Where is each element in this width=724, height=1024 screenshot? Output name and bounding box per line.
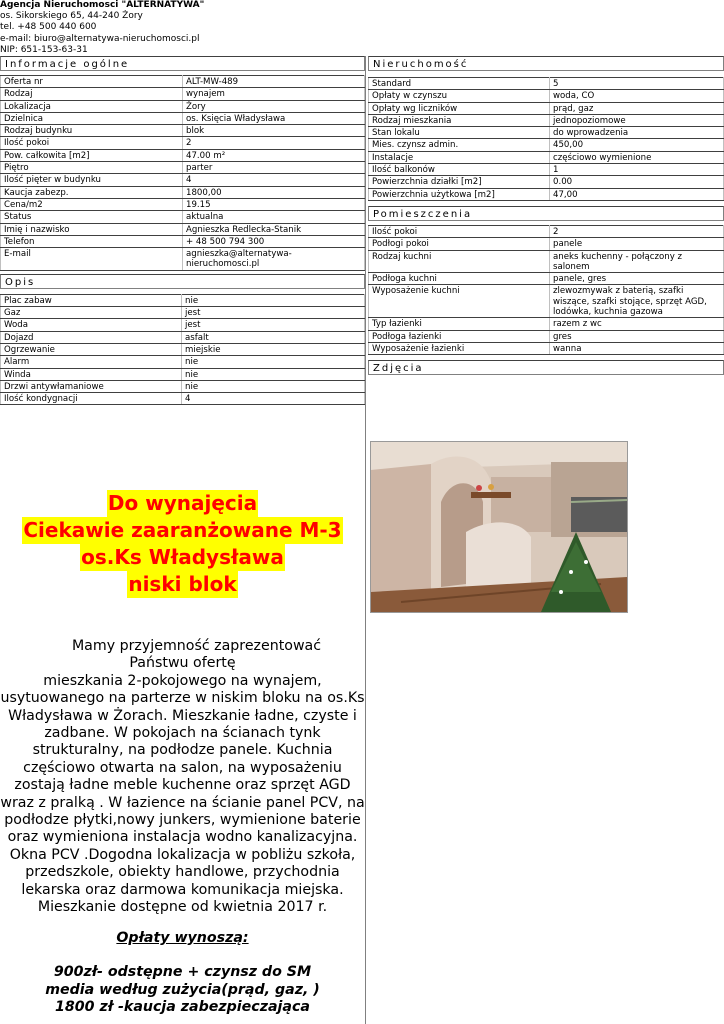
rooms-value: panele, gres <box>550 273 724 285</box>
property-key: Ilość balkonów <box>369 164 550 176</box>
agency-email: e-mail: biuro@alternatywa-nieruchomosci.pl <box>0 33 200 44</box>
opis-value: miejskie <box>182 343 365 355</box>
promo-line-3: os.Ks Władysława <box>81 545 284 569</box>
opis-key: Plac zabaw <box>1 294 182 306</box>
opis-row <box>1 356 365 368</box>
opis-key: Dojazd <box>1 331 182 343</box>
apartment-photo[interactable] <box>370 441 628 613</box>
general-key: Oferta nr <box>1 76 183 88</box>
general-key: Piętro <box>1 162 183 174</box>
general-row <box>1 223 365 235</box>
general-key: Status <box>1 211 183 223</box>
opis-row <box>1 343 365 355</box>
general-key: Kaucja zabezp. <box>1 186 183 198</box>
property-key: Powierzchnia użytkowa [m2] <box>369 188 550 200</box>
property-value: prąd, gaz <box>550 102 724 114</box>
general-value: 19.15 <box>183 198 365 210</box>
property-row <box>369 78 724 90</box>
rooms-value: wanna <box>550 342 724 354</box>
rooms-value: aneks kuchenny - połączony z salonem <box>550 250 724 273</box>
property-value: 47,00 <box>550 188 724 200</box>
opis-key: Ogrzewanie <box>1 343 182 355</box>
description-body: mieszkania 2-pokojowego na wynajem, usytuowanego na parterze w niskim bloku na os.Ks Władysława w Żorach. Mieszkanie ładne, czyste i zadbane. W pokojach na ścianach tynk strukturalny, na podłodze panele. Kuchnia częściowo otwarta na salon, na wyposażeniu zostają ładne meble kuchenne oraz sprzęt AGD wraz z pralką . W łazience na ścianie panel PCV, na podłodze płytki,nowy junkers, wymienione baterie oraz wymieniona instalacja wodno kanalizacyjna. Okna PCV .Dogodna lokalizacja w pobliżu szkoła, przedszkole, obiekty handlowe, przychodnia lekarska oraz darmowa komunikacja miejska. Mieszkanie dostępne od kwietnia 2017 r. <box>0 672 365 916</box>
opis-key: Alarm <box>1 356 182 368</box>
general-key: Ilość pokoi <box>1 137 183 149</box>
general-value: 4 <box>183 174 365 186</box>
property-row <box>369 164 724 176</box>
general-value: 2 <box>183 137 365 149</box>
opis-value: nie <box>182 294 365 306</box>
general-value: blok <box>183 125 365 137</box>
general-key: Telefon <box>1 235 183 247</box>
opis-key: Gaz <box>1 307 182 319</box>
general-value: + 48 500 794 300 <box>183 235 365 247</box>
property-key: Opłaty w czynszu <box>369 90 550 102</box>
opis-value: jest <box>182 307 365 319</box>
agency-nip: NIP: 651-153-63-31 <box>0 44 88 55</box>
section-property-title: Nieruchomość <box>368 56 724 71</box>
promo-line-2: Ciekawie zaaranżowane M-3 <box>23 518 342 542</box>
general-key: E-mail <box>1 248 183 271</box>
rooms-key: Wyposażenie łazienki <box>369 342 550 354</box>
rooms-row <box>369 250 724 273</box>
fees-line-2: media według zużycia(prąd, gaz, ) <box>45 981 320 998</box>
rooms-value: zlewozmywak z baterią, szafki wiszące, szafki stojące, sprzęt AGD, lodówka, kuchnia gazowa <box>550 285 724 318</box>
apartment-photo-image <box>371 442 627 612</box>
property-value: do wprowadzenia <box>550 127 724 139</box>
opis-value: nie <box>182 380 365 392</box>
general-row <box>1 149 365 161</box>
rooms-row <box>369 273 724 285</box>
opis-key: Drzwi antywłamaniowe <box>1 380 182 392</box>
opis-row <box>1 294 365 306</box>
opis-row <box>1 307 365 319</box>
right-column <box>368 56 724 375</box>
general-row <box>1 198 365 210</box>
rooms-row <box>369 318 724 330</box>
general-row <box>1 248 365 271</box>
rooms-value: 2 <box>550 225 724 237</box>
promo-line-4: niski blok <box>128 572 237 596</box>
property-row <box>369 151 724 163</box>
section-general-title: Informacje ogólne <box>0 56 365 71</box>
general-value: Agnieszka Redlecka-Stanik <box>183 223 365 235</box>
property-value: 1 <box>550 164 724 176</box>
general-row <box>1 186 365 198</box>
description-intro: Mamy przyjemność zaprezentować <box>71 638 322 654</box>
rooms-key: Podłogi pokoi <box>369 238 550 250</box>
general-row <box>1 100 365 112</box>
general-key: Rodzaj budynku <box>1 125 183 137</box>
opis-row <box>1 393 365 405</box>
general-row <box>1 76 365 88</box>
property-key: Stan lokalu <box>369 127 550 139</box>
fees-block <box>0 930 365 1017</box>
opis-value: jest <box>182 319 365 331</box>
rooms-key: Podłoga łazienki <box>369 330 550 342</box>
general-key: Rodzaj <box>1 88 183 100</box>
rooms-row <box>369 330 724 342</box>
general-row <box>1 137 365 149</box>
rooms-value: panele <box>550 238 724 250</box>
description-intro-2: Państwu ofertę <box>129 655 236 672</box>
general-value: 47.00 m² <box>183 149 365 161</box>
property-row <box>369 90 724 102</box>
opis-key: Woda <box>1 319 182 331</box>
rooms-key: Ilość pokoi <box>369 225 550 237</box>
property-row <box>369 188 724 200</box>
property-row <box>369 127 724 139</box>
section-photos-title: Zdjęcia <box>368 360 724 375</box>
general-key: Dzielnica <box>1 112 183 124</box>
general-value: 1800,00 <box>183 186 365 198</box>
opis-row <box>1 380 365 392</box>
opis-row <box>1 319 365 331</box>
opis-table <box>0 294 365 406</box>
fees-title: Opłaty wynoszą: <box>116 930 249 946</box>
general-value: wynajem <box>183 88 365 100</box>
general-value: Żory <box>183 100 365 112</box>
rooms-row <box>369 342 724 354</box>
rooms-key: Rodzaj kuchni <box>369 250 550 273</box>
general-row <box>1 174 365 186</box>
property-row <box>369 176 724 188</box>
offer-description <box>0 638 365 917</box>
general-row <box>1 235 365 247</box>
opis-key: Ilość kondygnacji <box>1 393 182 405</box>
opis-value: 4 <box>182 393 365 405</box>
opis-row <box>1 331 365 343</box>
rooms-row <box>369 225 724 237</box>
property-table <box>368 77 724 201</box>
general-row <box>1 112 365 124</box>
rooms-row <box>369 285 724 318</box>
general-value: os. Księcia Władysława <box>183 112 365 124</box>
property-key: Powierzchnia działki [m2] <box>369 176 550 188</box>
opis-value: nie <box>182 368 365 380</box>
property-value: jednopoziomowe <box>550 114 724 126</box>
agency-header <box>0 0 204 56</box>
rooms-value: gres <box>550 330 724 342</box>
general-value: ALT-MW-489 <box>183 76 365 88</box>
promo-headline <box>0 490 365 598</box>
rooms-key: Podłoga kuchni <box>369 273 550 285</box>
property-row <box>369 114 724 126</box>
property-key: Opłaty wg liczników <box>369 102 550 114</box>
property-key: Standard <box>369 78 550 90</box>
property-key: Instalacje <box>369 151 550 163</box>
opis-key: Winda <box>1 368 182 380</box>
left-column <box>0 56 365 405</box>
rooms-key: Wyposażenie kuchni <box>369 285 550 318</box>
general-key: Imię i nazwisko <box>1 223 183 235</box>
fees-line-1: 900zł- odstępne + czynsz do SM <box>53 964 312 981</box>
general-key: Pow. całkowita [m2] <box>1 149 183 161</box>
property-value: woda, CO <box>550 90 724 102</box>
agency-phone: tel. +48 500 440 600 <box>0 22 97 33</box>
general-info-table <box>0 75 365 271</box>
agency-address: os. Sikorskiego 65, 44-240 Żory <box>0 11 143 22</box>
column-divider <box>365 56 366 1024</box>
rooms-row <box>369 238 724 250</box>
property-value: 5 <box>550 78 724 90</box>
section-opis-title: Opis <box>0 274 365 289</box>
property-value: częściowo wymienione <box>550 151 724 163</box>
opis-value: asfalt <box>182 331 365 343</box>
general-value: agnieszka@alternatywa-nieruchomosci.pl <box>183 248 365 271</box>
general-key: Cena/m2 <box>1 198 183 210</box>
property-key: Rodzaj mieszkania <box>369 114 550 126</box>
section-rooms-title: Pomieszczenia <box>368 206 724 221</box>
general-key: Lokalizacja <box>1 100 183 112</box>
rooms-value: razem z wc <box>550 318 724 330</box>
promo-line-1: Do wynajęcia <box>107 491 258 515</box>
general-key: Ilość pięter w budynku <box>1 174 183 186</box>
property-value: 0.00 <box>550 176 724 188</box>
rooms-table <box>368 225 724 355</box>
agency-name: Agencja Nieruchomosci "ALTERNATYWA" <box>0 0 205 10</box>
general-row <box>1 125 365 137</box>
opis-row <box>1 368 365 380</box>
property-row <box>369 139 724 151</box>
general-value: parter <box>183 162 365 174</box>
general-row <box>1 88 365 100</box>
rooms-key: Typ łazienki <box>369 318 550 330</box>
general-row <box>1 211 365 223</box>
general-value: aktualna <box>183 211 365 223</box>
property-row <box>369 102 724 114</box>
general-row <box>1 162 365 174</box>
opis-value: nie <box>182 356 365 368</box>
property-value: 450,00 <box>550 139 724 151</box>
fees-line-3: 1800 zł -kaucja zabezpieczająca <box>55 999 310 1016</box>
property-key: Mies. czynsz admin. <box>369 139 550 151</box>
